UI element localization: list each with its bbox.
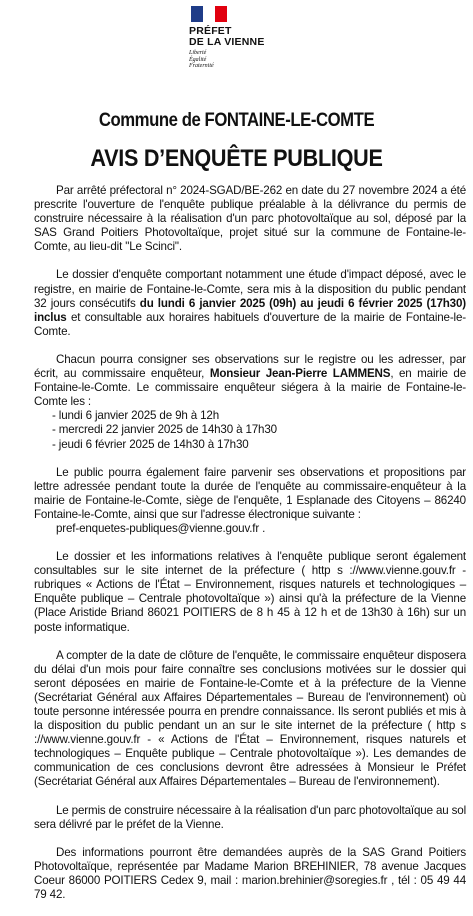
contact-email: pref-enquetes-publiques@vienne.gouv.fr . — [56, 521, 266, 535]
paragraph-mail: Le public pourra également faire parvenir ses observations et propositions par lettre adressée pendant toute la durée de l'enquête au commissaire-enquêteur à la mairie de Fontaine-le-Comte, siège de l'enquête, 1 Esplanade des Citoyens – 86240 Fontaine-le-Comte, ainsi que sur l'adresse électronique suivante : — [34, 465, 466, 521]
permanence-list — [34, 409, 466, 451]
prefecture-line2: DE LA VIENNE — [189, 36, 265, 48]
list-item: - lundi 6 janvier 2025 de 9h à 12h — [52, 409, 220, 423]
notice-body — [34, 184, 466, 916]
prefecture-logo — [189, 6, 279, 70]
commissioner-name: Monsieur Jean-Pierre LAMMENS — [209, 367, 391, 381]
motto-egalite: Égalité — [189, 56, 207, 63]
paragraph-dossier: Le dossier d'enquête comportant notamment une étude d'impact déposé, avec le registre, en mairie de Fontaine-le-Comte, sera mis à la disposition du public pendant 32 jours consécutifs du lundi 6 janvier 2025 (09h) au jeudi 6 février 2025 (17h30) inclus et consultable aux horaires habituels d'ouverture de la mairie de Fontaine-le-Comte. — [34, 268, 466, 338]
notice-title: AVIS D’ENQUÊTE PUBLIQUE — [90, 145, 383, 172]
paragraph-conclusions: A compter de la date de clôture de l'enquête, le commissaire enquêteur disposera du délai d'un mois pour faire connaître ses conclusions motivées sur le dossier qui seront déposées en mairie de Fontaine-le-Comte et à la préfecture de la Vienne (Secrétariat Général aux Affaires Départementales – Bureau de l'environnement) où toute personne intéressée pourra en prendre connaissance. Ils seront publiés et mis à la disposition du public pendant un an sur le site internet de la préfecture ( http s ://www.vienne.gouv.fr - « Actions de l'État – Environnement, risques naturels et technologiques – Enquête publique – Centrale photovoltaïque »). Les demandes de communication de ces conclusions devront être adressées à Monsieur le Préfet (Secrétariat Général aux Affaires Départementales – Bureau de l'environnement). — [34, 648, 466, 789]
list-item: - mercredi 22 janvier 2025 de 14h30 à 17h30 — [52, 423, 277, 437]
paragraph-observations: Chacun pourra consigner ses observations sur le registre ou les adresser, par écrit, au commissaire enquêteur, Monsieur Jean-Pierre LAMMENS, en mairie de Fontaine-le-Comte. Le commissaire enquêteur siégera à la mairie de Fontaine-le-Comte les : — [34, 352, 466, 409]
prefecture-line1: PRÉFET — [189, 25, 232, 37]
prefecture-name — [189, 26, 279, 48]
french-flag-icon — [191, 6, 227, 22]
paragraph-website: Le dossier et les informations relatives à l'enquête publique seront également consultables sur le site internet de la préfecture ( http s ://www.vienne.gouv.fr - rubriques « Actions de l'État – Environnement, risques naturels et technologiques – Enquête publique – Centrale photovoltaïque ») ainsi qu'à la préfecture de la Vienne (Place Aristide Briand 86021 POITIERS de 8 h 45 à 12 h et de 13h30 à 16h) sur un poste informatique. — [34, 550, 466, 634]
motto-fraternite: Fraternité — [189, 63, 214, 69]
republic-motto — [189, 50, 279, 70]
paragraph-contact: Des informations pourront être demandées auprès de la SAS Grand Poitiers Photovoltaïque, représentée par Madame Marion BREHINIER, 78 avenue Jacques Coeur 86000 POITIERS Cedex 9, mail : marion.brehinier@soregies.fr , tél : 05 49 44 79 42. — [34, 845, 466, 902]
paragraph-decree: Par arrêté préfectoral n° 2024-SGAD/BE-262 en date du 27 novembre 2024 a été prescrite l'ouverture de l'enquête publique préalable à la délivrance du permis de construire nécessaire à la réalisation d'un parc photovoltaïque au sol, déposé par la SAS Grand Poitiers Photovoltaïque, projet situé sur la commune de Fontaine-le-Comte, au lieu-dit "Le Scinci". — [34, 184, 466, 254]
motto-liberte: Liberté — [189, 50, 207, 56]
list-item: - jeudi 6 février 2025 de 14h30 à 17h30 — [52, 437, 249, 451]
enquiry-dates: du lundi 6 janvier 2025 (09h) au jeudi 6 février 2025 (17h30) inclus — [34, 296, 466, 324]
commune-title: Commune de FONTAINE-LE-COMTE — [98, 110, 375, 131]
paragraph-permit: Le permis de construire nécessaire à la réalisation d'un parc photovoltaïque au sol sera délivré par le préfet de la Vienne. — [34, 803, 466, 831]
